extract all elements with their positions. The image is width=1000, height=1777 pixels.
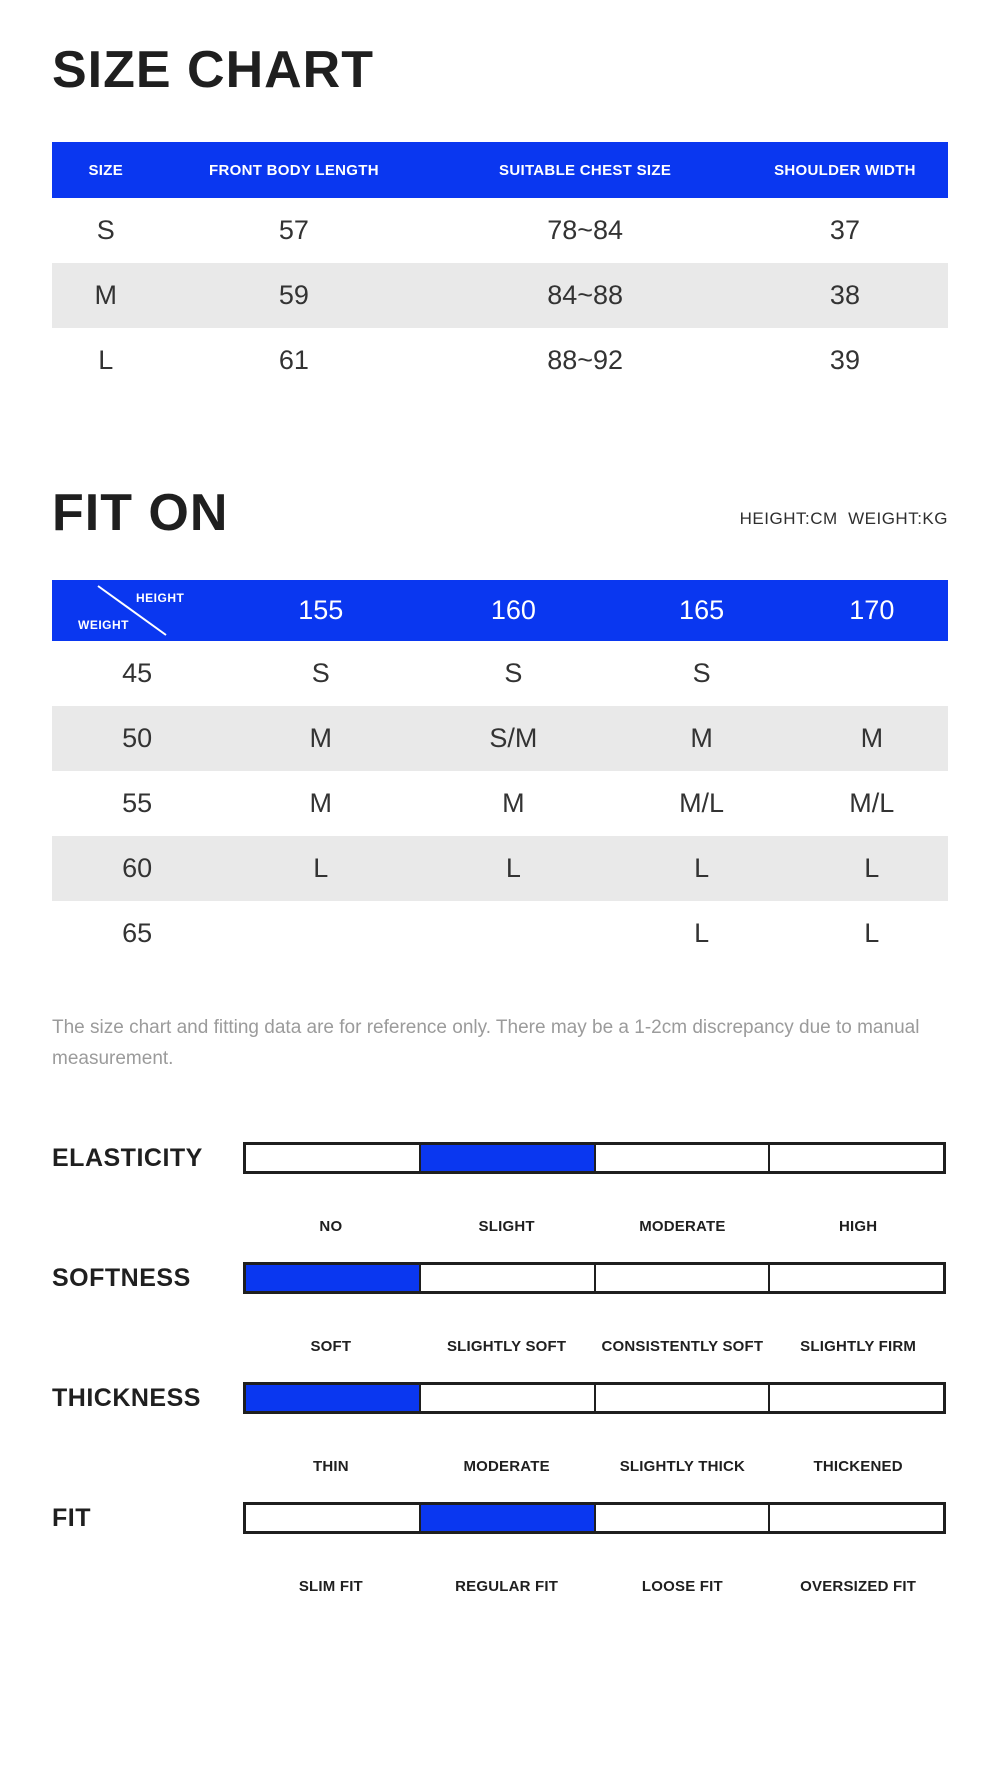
size-cell: 57 (278, 215, 309, 245)
meter-option-label: SLIGHTLY THICK (619, 1458, 746, 1475)
fit-row-55 (52, 771, 948, 836)
size-cell: 88~92 (547, 345, 624, 375)
size-row-M (52, 263, 948, 328)
height-weight-axis-cell (52, 580, 222, 641)
size-chart-title: SIZE CHART (52, 41, 374, 99)
column-header: SIZE (88, 161, 124, 179)
meter-option-label: SOFT (310, 1338, 352, 1355)
meter-bar (243, 1262, 946, 1294)
meter-option-labels (243, 1218, 946, 1236)
axis-label-height: HEIGHT (136, 591, 185, 605)
recommended-size-cell: L (864, 918, 880, 948)
height-header: 165 (679, 595, 725, 625)
size-cell: L (98, 345, 114, 375)
meter-option-label: SLIM FIT (298, 1578, 363, 1595)
meter-thickness (52, 1382, 948, 1476)
size-cell: 61 (278, 345, 309, 375)
meter-option-label: NO (319, 1218, 343, 1235)
meter-segment-selected (419, 1145, 594, 1171)
recommended-size-cell: M (860, 723, 884, 753)
height-header: 155 (298, 595, 344, 625)
meter-segment (594, 1385, 769, 1411)
meter-body (243, 1382, 946, 1476)
recommended-size-cell: S (311, 658, 330, 688)
meter-label: SOFTNESS (52, 1263, 191, 1292)
fit-on-header-row (52, 580, 948, 641)
height-header: 160 (490, 595, 536, 625)
meter-option-label: SLIGHTLY FIRM (800, 1338, 917, 1355)
size-row-L (52, 328, 948, 393)
size-chart-body (52, 198, 948, 393)
meter-label: FIT (52, 1503, 91, 1532)
size-cell: 39 (829, 345, 860, 375)
meter-label: THICKNESS (52, 1383, 201, 1412)
meter-bar (243, 1502, 946, 1534)
fit-on-body (52, 641, 948, 966)
recommended-size-cell: M (502, 788, 525, 818)
fit-on-title: FIT ON (52, 484, 229, 542)
size-cell: 59 (278, 280, 309, 310)
size-chart-table (52, 142, 948, 393)
meter-option-label: MODERATE (463, 1458, 550, 1475)
meter-segment (246, 1505, 419, 1531)
size-row-S (52, 198, 948, 263)
size-cell: S (96, 215, 115, 245)
weight-cell: 50 (122, 723, 153, 753)
height-header: 170 (849, 595, 895, 625)
meter-option-label: THIN (312, 1458, 349, 1475)
meter-segment (768, 1505, 943, 1531)
meter-segment (419, 1385, 594, 1411)
meter-label: ELASTICITY (52, 1143, 203, 1172)
recommended-size-cell: M/L (849, 788, 895, 818)
units-note: HEIGHT:CM WEIGHT:KG (739, 509, 948, 528)
recommended-size-cell (796, 641, 948, 706)
meter-body (243, 1502, 946, 1596)
meter-segment (594, 1505, 769, 1531)
meter-option-label: SLIGHTLY SOFT (446, 1338, 567, 1355)
disclaimer-text: The size chart and fitting data are for reference only. There may be a 1-2cm discrepancy due to manual measurement. (52, 1017, 920, 1069)
size-cell: 78~84 (547, 215, 624, 245)
meter-segment (594, 1265, 769, 1291)
size-chart-header-row (52, 142, 948, 198)
meter-body (243, 1262, 946, 1356)
meter-segment-selected (419, 1505, 594, 1531)
meter-segment-selected (246, 1265, 419, 1291)
meter-option-label: MODERATE (639, 1218, 726, 1235)
recommended-size-cell: L (864, 853, 880, 883)
meter-elasticity (52, 1142, 948, 1236)
meter-option-label: REGULAR FIT (455, 1578, 559, 1595)
recommended-size-cell: M (309, 788, 333, 818)
recommended-size-cell: S (504, 658, 523, 688)
meter-bar (243, 1142, 946, 1174)
recommended-size-cell: L (694, 853, 710, 883)
recommended-size-cell: L (313, 853, 329, 883)
meter-option-label: OVERSIZED FIT (800, 1578, 917, 1595)
meter-option-label: CONSISTENTLY SOFT (601, 1338, 764, 1355)
fit-row-45 (52, 641, 948, 706)
recommended-size-cell: M (309, 723, 333, 753)
fit-row-50 (52, 706, 948, 771)
meter-option-labels (243, 1578, 946, 1596)
meter-body (243, 1142, 946, 1236)
meter-option-labels (243, 1338, 946, 1356)
meter-softness (52, 1262, 948, 1356)
column-header: SUITABLE CHEST SIZE (499, 161, 672, 179)
size-cell: 84~88 (547, 280, 624, 310)
weight-cell: 55 (122, 788, 153, 818)
meter-segment (768, 1145, 943, 1171)
recommended-size-cell: S/M (489, 723, 538, 753)
size-cell: 38 (829, 280, 860, 310)
column-header: FRONT BODY LENGTH (209, 161, 379, 179)
weight-cell: 60 (122, 853, 153, 883)
fit-row-65 (52, 901, 948, 966)
meter-segment (246, 1145, 419, 1171)
weight-cell: 65 (122, 918, 153, 948)
meter-segment (768, 1385, 943, 1411)
meter-option-label: THICKENED (813, 1458, 903, 1475)
weight-cell: 45 (122, 658, 153, 688)
recommended-size-cell: M (690, 723, 713, 753)
meter-option-labels (243, 1458, 946, 1476)
meter-segment (768, 1265, 943, 1291)
meter-option-label: HIGH (838, 1218, 878, 1235)
axis-label-weight: WEIGHT (78, 618, 129, 632)
fit-on-table (52, 580, 948, 966)
meter-segment (419, 1265, 594, 1291)
meter-bar (243, 1382, 946, 1414)
meter-option-label: LOOSE FIT (641, 1578, 723, 1595)
recommended-size-cell: M/L (679, 788, 725, 818)
recommended-size-cell: L (505, 853, 521, 883)
meter-option-label: SLIGHT (478, 1218, 535, 1235)
attribute-meters (52, 1142, 948, 1596)
size-cell: M (94, 280, 117, 310)
recommended-size-cell: L (694, 918, 710, 948)
size-cell: 37 (829, 215, 860, 245)
fit-on-header (52, 484, 948, 542)
column-header: SHOULDER WIDTH (774, 161, 916, 179)
fit-row-60 (52, 836, 948, 901)
recommended-size-cell (419, 901, 607, 966)
meter-fit (52, 1502, 948, 1596)
meter-segment-selected (246, 1385, 419, 1411)
meter-segment (594, 1145, 769, 1171)
recommended-size-cell (222, 901, 419, 966)
recommended-size-cell: S (692, 658, 711, 688)
